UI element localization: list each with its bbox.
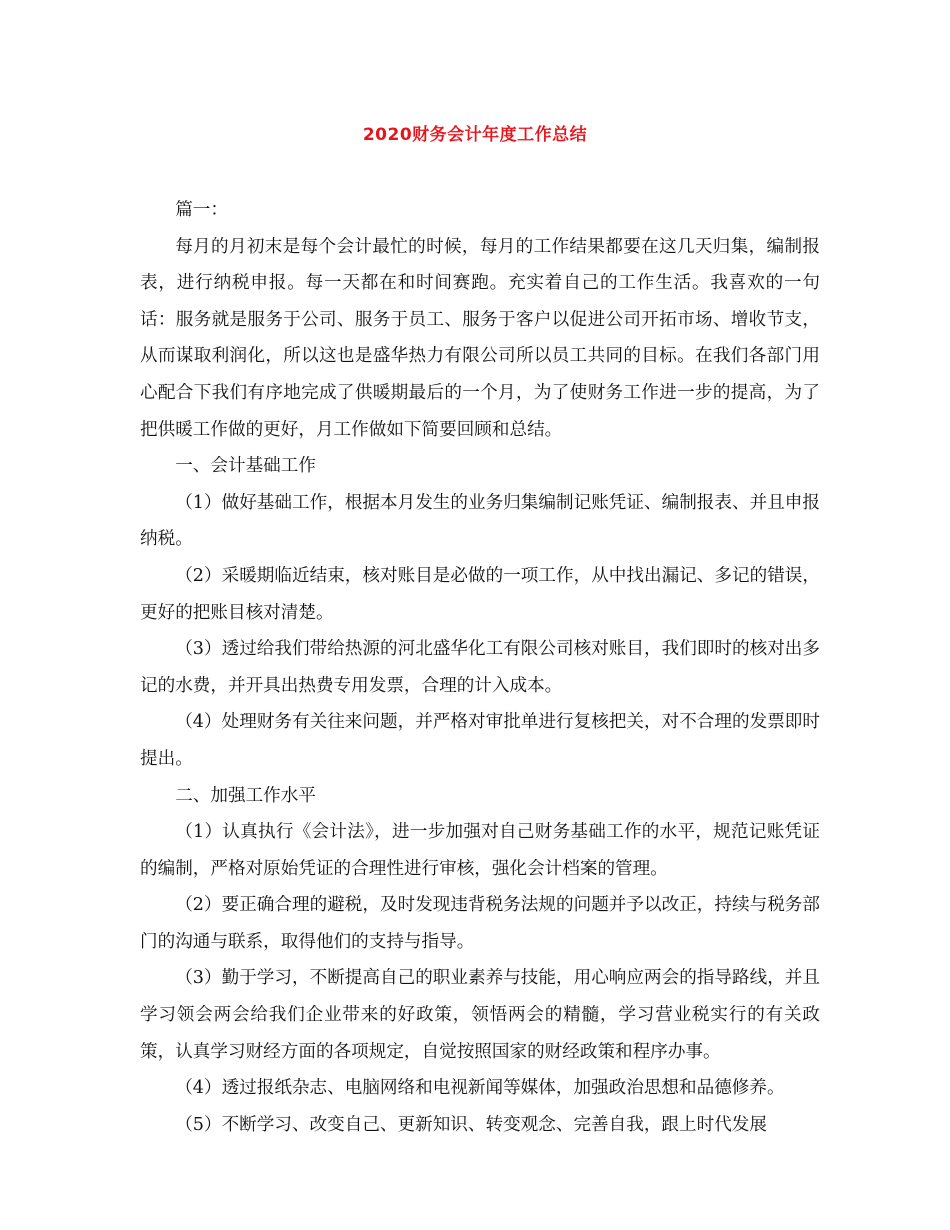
list-item: （1）认真执行《会计法》，进一步加强对自己财务基础工作的水平，规范记账凭证的编制，严格对原始凭证的合理性进行审核，强化会计档案的管理。 [140, 822, 820, 879]
list-item: （3）透过给我们带给热源的河北盛华化工有限公司核对账目，我们即时的核对出多记的水费，并开具出热费专用发票，合理的计入成本。 [140, 639, 820, 696]
list-item: （4）透过报纸杂志、电脑网络和电视新闻等媒体，加强政治思想和品德修养。 [175, 1078, 785, 1099]
list-item: （1）做好基础工作，根据本月发生的业务归集编制记账凭证、编制报表、并且申报纳税。 [140, 492, 820, 550]
list-item: （5）不断学习、改变自己、更新知识、转变观念、完善自我，跟上时代发展 [175, 1114, 767, 1135]
section-heading-improve-work: 二、加强工作水平 [175, 785, 316, 806]
list-item: （4）处理财务有关往来问题，并严格对审批单进行复核把关，对不合理的发票即时提出。 [140, 712, 820, 769]
list-item: （3）勤于学习，不断提高自己的职业素养与技能，用心响应两会的指导路线，并且学习领会两会给我们企业带来的好政策，领悟两会的精髓，学习营业税实行的有关政策，认真学习财经方面的各项规定，自觉按照国家的财经政策和程序办事。 [140, 968, 820, 1062]
section-heading-accounting-basics: 一、会计基础工作 [175, 456, 316, 477]
section-label-part-one: 篇一： [175, 200, 228, 220]
list-item: （2）采暖期临近结束，核对账目是必做的一项工作，从中找出漏记、多记的错误，更好的把账目核对清楚。 [140, 565, 820, 623]
document-body [140, 192, 820, 1143]
document-title: 2020财务会计年度工作总结 [362, 125, 588, 145]
intro-paragraph: 每月的月初末是每个会计最忙的时候，每月的工作结果都要在这几天归集，编制报表，进行纳税申报。每一天都在和时间赛跑。充实着自己的工作生活。我喜欢的一句话：服务就是服务于公司、服务于员工、服务于客户以促进公司开拓市场、增收节支，从而谋取利润化，所以这也是盛华热力有限公司所以员工共同的目标。在我们各部门用心配合下我们有序地完成了供暖期最后的一个月，为了使财务工作进一步的提高，为了把供暖工作做的更好，月工作做如下简要回顾和总结。 [140, 236, 820, 440]
list-item: （2）要正确合理的避税，及时发现违背税务法规的问题并予以改正，持续与税务部门的沟通与联系，取得他们的支持与指导。 [140, 895, 820, 952]
